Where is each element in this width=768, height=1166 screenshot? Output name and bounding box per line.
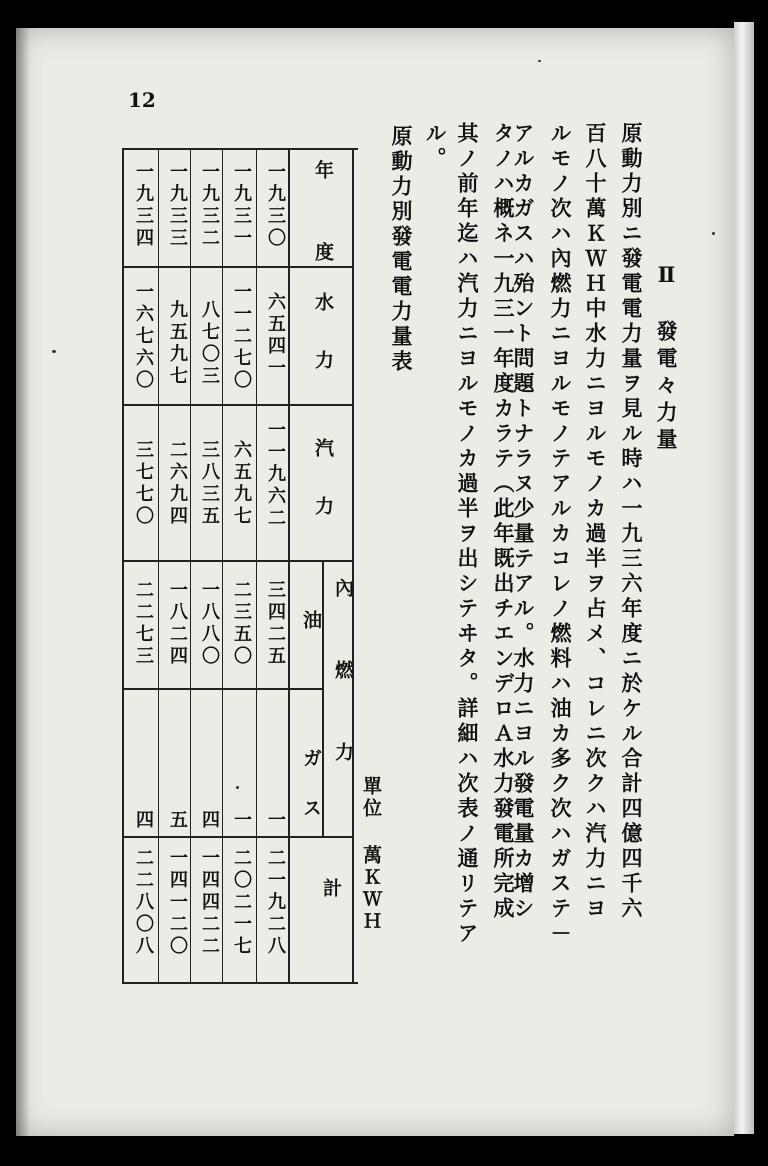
cell-1934-oil: 二二七三 xyxy=(133,580,154,668)
cell-1933-oil: 一八二四 xyxy=(167,580,188,668)
row-rule-1 xyxy=(256,148,257,984)
category-rule-steam xyxy=(122,560,354,562)
cell-1933-hydro: 九五九七 xyxy=(167,300,188,388)
category-rule-gas xyxy=(122,836,354,838)
section-heading: Ⅱ 發電々力量 xyxy=(654,262,679,455)
paragraph-line-1: 原動力別ニ發電電力量ヲ見ル時ハ一九三六年度ニ於ケル合計四億四千六 xyxy=(619,122,644,922)
print-speck xyxy=(712,232,715,235)
cell-1930-hydro: 六五四一 xyxy=(265,292,286,380)
cell-1931-steam: 六五九七 xyxy=(231,440,252,528)
page-number: 12 xyxy=(128,88,156,112)
cell-1932-steam: 三八三五 xyxy=(199,440,220,528)
paragraph-line-6: 其ノ前年迄ハ汽力ニヨルモノカ過半ヲ出シテヰタ。詳細ハ次表ノ通リテア xyxy=(455,122,480,947)
header-gas: ガ ス xyxy=(300,748,322,823)
category-rule-hydro xyxy=(122,404,354,406)
header-total: 計 xyxy=(320,878,342,897)
cell-1931-hydro: 一一二七〇 xyxy=(231,282,252,392)
print-speck xyxy=(52,350,56,353)
cell-1933-total: 一四一二〇 xyxy=(167,848,188,958)
header-year: 年 度 xyxy=(312,160,334,283)
print-speck xyxy=(236,786,239,789)
cell-1930-oil: 三四二五 xyxy=(265,580,286,668)
cell-1930-year: 一九三〇 xyxy=(265,162,286,250)
cell-1934-steam: 三七七〇 xyxy=(133,440,154,528)
header-column-rule xyxy=(288,148,290,984)
cell-1932-hydro: 八七〇三 xyxy=(199,300,220,388)
paragraph-line-5: タノハ概ネ一九三一年度カラテ（此年既出チエンデロＡ水力發電所完成 xyxy=(491,122,516,922)
paragraph-line-4: アルカガスハ殆ント問題トナラヌ少量テアル。水力ニヨル發電量カ增シ xyxy=(511,122,536,922)
header-oil: 油 xyxy=(300,610,322,629)
cell-1932-gas: 四 xyxy=(199,810,220,832)
cell-1934-year: 一九三四 xyxy=(133,162,154,250)
cell-1931-year: 一九三一 xyxy=(231,162,252,250)
paragraph-line-3: ルモノ次ハ內燃力ニヨルモノテアルカコレノ燃料ハ油カ多ク次ハガステ－ xyxy=(548,122,573,947)
cell-1934-hydro: 一六七六〇 xyxy=(133,282,154,392)
table-border-left xyxy=(122,148,124,984)
header-internal-combustion: 內 燃 力 xyxy=(332,578,354,783)
cell-1931-total: 二〇二一七 xyxy=(231,848,252,958)
cell-1933-steam: 二六九四 xyxy=(167,440,188,528)
unit-label: 單位 萬ＫＷＨ xyxy=(360,776,382,933)
cell-1934-gas: 四 xyxy=(133,810,154,832)
cell-1934-total: 二二八〇八 xyxy=(133,848,154,958)
category-rule-oil xyxy=(122,688,322,690)
cell-1933-gas: 五 xyxy=(167,810,188,832)
cell-1930-steam: 一一九六二 xyxy=(265,420,286,530)
cell-1932-year: 一九三二 xyxy=(199,162,220,250)
cell-1932-total: 一四四二二 xyxy=(199,848,220,958)
row-rule-2 xyxy=(222,148,223,984)
cell-1933-year: 一九三三 xyxy=(167,162,188,250)
header-steam: 汽 力 xyxy=(312,438,334,525)
row-rule-4 xyxy=(158,148,159,984)
paragraph-line-7: ル。 xyxy=(423,122,448,172)
power-generation-table xyxy=(122,148,358,984)
cell-1932-oil: 一八八〇 xyxy=(199,580,220,668)
row-rule-3 xyxy=(190,148,191,984)
cell-1930-gas: 一 xyxy=(265,810,286,832)
spine-shadow xyxy=(16,28,30,1136)
cell-1930-total: 二一九二八 xyxy=(265,848,286,958)
page-edge xyxy=(734,22,754,1134)
table-caption: 原動力別發電電力量表 xyxy=(389,125,414,375)
cell-1931-gas: 一 xyxy=(231,810,252,832)
header-hydro: 水 力 xyxy=(312,292,334,379)
cell-1931-oil: 二三五〇 xyxy=(231,580,252,668)
paragraph-line-2: 百八十萬ＫＷＨ中水力ニヨルモノカ過半ヲ占メ、コレニ次クハ汽力ニヨ xyxy=(583,122,608,922)
table-border-right xyxy=(352,148,354,984)
print-speck xyxy=(538,60,541,62)
